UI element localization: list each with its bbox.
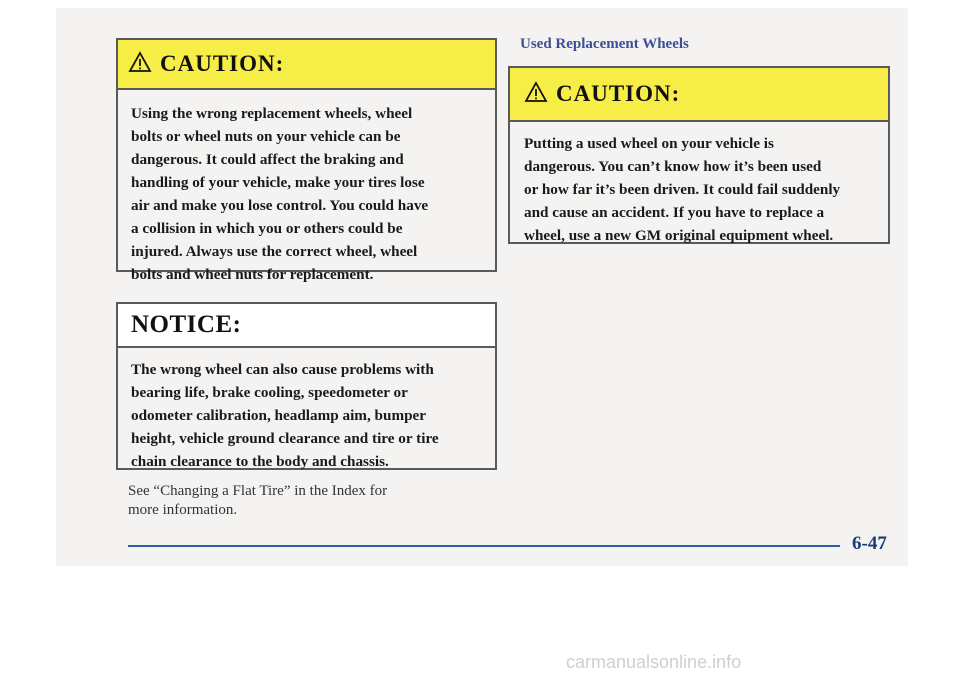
caution-header [510,68,888,122]
warning-triangle-icon [524,81,548,108]
see-also-line: more information. [128,502,238,518]
caution-title: CAUTION: [160,51,285,76]
caution-title: CAUTION: [556,81,681,106]
caution-box-used-wheels [508,66,890,244]
page-number: 6-47 [852,533,887,554]
notice-line: odometer calibration, headlamp aim, bumper [131,407,427,424]
caution-line: handling of your vehicle, make your tires lose [131,174,425,191]
notice-line: bearing life, brake cooling, speedometer or [131,384,408,401]
caution-header [118,40,495,90]
notice-line: height, vehicle ground clearance and tire or tire [131,430,439,447]
caution-line: bolts or wheel nuts on your vehicle can be [131,128,401,145]
caution-line: wheel, use a new GM original equipment wheel. [524,227,834,244]
caution-body [510,122,888,247]
caution-line: and cause an accident. If you have to replace a [524,204,825,221]
notice-box [116,302,497,470]
section-heading: Used Replacement Wheels [520,36,689,52]
see-also-text [128,482,488,520]
caution-box-wheels [116,38,497,283]
warning-triangle-icon [128,51,152,78]
caution-line: dangerous. You can’t know how it’s been used [524,158,822,175]
caution-line: injured. Always use the correct wheel, wheel [131,243,418,260]
caution-body [118,90,495,286]
see-also-line: See “Changing a Flat Tire” in the Index for [128,483,388,499]
notice-line: chain clearance to the body and chassis. [131,453,389,470]
caution-line: or how far it’s been driven. It could fail suddenly [524,181,841,198]
caution-line: bolts and wheel nuts for replacement. [131,266,374,283]
caution-line: air and make you lose control. You could have [131,197,429,214]
notice-body [118,348,495,473]
caution-line: a collision in which you or others could be [131,220,403,237]
caution-line: Putting a used wheel on your vehicle is [524,135,774,152]
caution-line: dangerous. It could affect the braking and [131,151,404,168]
notice-title: NOTICE: [131,311,242,338]
footer-rule [128,545,840,547]
caution-line: Using the wrong replacement wheels, wheel [131,105,413,122]
notice-line: The wrong wheel can also cause problems with [131,361,434,378]
bottom-watermark: carmanualsonline.info [566,652,742,672]
notice-header [118,304,495,348]
